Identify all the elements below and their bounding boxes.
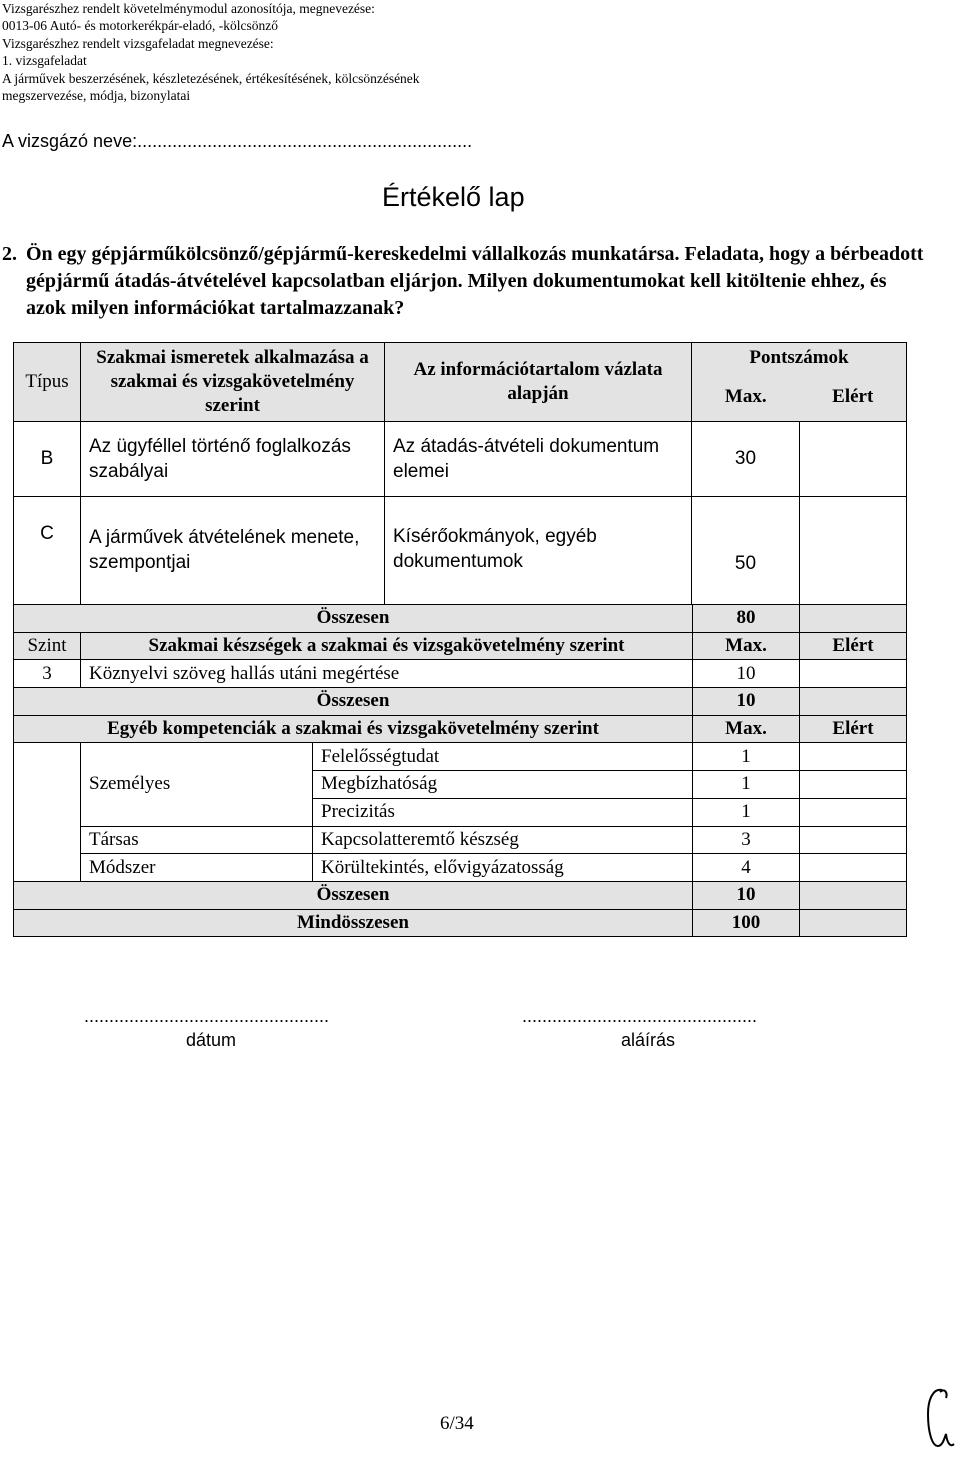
row-knowledge: A járművek átvételének menete, szempontjai xyxy=(81,497,385,631)
competence-achieved xyxy=(800,743,907,771)
header-level: Szint xyxy=(14,632,81,660)
header-line: A járművek beszerzésének, készletezésének, értékesítésének, kölcsönzésének xyxy=(2,70,420,86)
competence-max: 1 xyxy=(693,771,800,799)
skill-text: Köznyelvi szöveg hallás utáni megértése xyxy=(81,660,693,688)
skills-total: 10 xyxy=(693,688,800,716)
header-line: Vizsgarészhez rendelt vizsgafeladat megnevezése: xyxy=(2,35,274,51)
knowledge-total-label: Összesen xyxy=(14,605,693,633)
competence-max: 4 xyxy=(693,854,800,882)
header-points: Pontszámok xyxy=(692,343,907,374)
competence-achieved xyxy=(800,854,907,882)
header-skills: Szakmai készségek a szakmai és vizsgakövetelmény szerint xyxy=(81,632,693,660)
competence-total: 10 xyxy=(693,881,800,909)
signature-line: ............................................... xyxy=(522,1006,758,1026)
competence-group: Személyes xyxy=(81,743,313,826)
competence-achieved xyxy=(800,798,907,826)
row-max: 30 xyxy=(692,422,800,497)
page-title: Értékelő lap xyxy=(382,182,525,212)
date-label: dátum xyxy=(186,1030,237,1050)
competence-name: Felelősségtudat xyxy=(313,743,693,771)
header-line: Vizsgarészhez rendelt követelménymodul azonosítója, megnevezése: xyxy=(2,1,375,16)
skills-total-label: Összesen xyxy=(14,688,693,716)
competence-name: Körültekintés, elővigyázatosság xyxy=(313,854,693,882)
row-type: B xyxy=(14,422,81,497)
competence-group: Módszer xyxy=(81,854,313,882)
skills-evaluation-table xyxy=(13,604,907,937)
header-line: megszervezése, módja, bizonylatai xyxy=(2,88,191,104)
grand-total-label: Mindösszesen xyxy=(14,909,693,937)
task-text: Ön egy gépjárműkölcsönző/gépjármű-kereskedelmi vállalkozás munkatársa. Feladata, hogy a bérbeadott gépjármű átadás-átvételével kapcsolatban eljárjon. Milyen dokumentumokat kell kitöltenie ehhez, és azok milyen információkat tartalmazzanak? xyxy=(26,243,924,319)
grand-total: 100 xyxy=(693,909,800,937)
table-row xyxy=(14,660,907,688)
handwritten-initial-icon xyxy=(920,1384,956,1454)
row-type: C xyxy=(14,497,81,631)
table-row xyxy=(14,909,907,937)
page-number: 6/34 xyxy=(440,1413,474,1434)
header-max: Max. xyxy=(693,632,800,660)
skill-max: 10 xyxy=(693,660,800,688)
task-number: 2. xyxy=(2,243,17,265)
competence-total-label: Összesen xyxy=(14,881,693,909)
table-row xyxy=(14,632,907,660)
knowledge-total: 80 xyxy=(693,605,800,633)
row-info: Kísérőokmányok, egyéb dokumentumok xyxy=(385,497,692,631)
table-row xyxy=(14,422,907,497)
competence-max: 1 xyxy=(693,743,800,771)
table-row xyxy=(14,881,907,909)
row-max: 50 xyxy=(692,497,800,631)
signature-label: aláírás xyxy=(621,1030,676,1050)
document-header xyxy=(2,0,420,104)
table-row xyxy=(14,715,907,743)
competence-name: Precizitás xyxy=(313,798,693,826)
skill-achieved xyxy=(800,660,907,688)
header-competences: Egyéb kompetenciák a szakmai és vizsgakövetelmény szerint xyxy=(14,715,693,743)
row-knowledge: Az ügyféllel történő foglalkozás szabályai xyxy=(81,422,385,497)
table-row xyxy=(14,854,907,882)
table-row xyxy=(14,743,907,771)
task-description xyxy=(2,241,926,322)
header-type: Típus xyxy=(14,343,81,422)
date-line: ................................................. xyxy=(84,1006,330,1026)
header-line: 0013-06 Autó- és motorkerékpár-eladó, -kölcsönző xyxy=(2,18,279,34)
knowledge-evaluation-table xyxy=(13,342,907,631)
header-knowledge: Szakmai ismeretek alkalmazása a szakmai és vizsgakövetelmény szerint xyxy=(81,343,385,422)
competence-achieved xyxy=(800,826,907,854)
header-achieved: Elért xyxy=(800,632,907,660)
header-info: Az információtartalom vázlata alapján xyxy=(385,343,692,422)
table-row xyxy=(14,826,907,854)
row-info: Az átadás-átvételi dokumentum elemei xyxy=(385,422,692,497)
header-line: 1. vizsgafeladat xyxy=(2,53,87,69)
competence-achieved xyxy=(800,771,907,799)
competence-name: Megbízhatóság xyxy=(313,771,693,799)
examinee-name-field: A vizsgázó neve:................................................................... xyxy=(2,131,473,151)
header-achieved: Elért xyxy=(800,715,907,743)
header-max: Max. xyxy=(692,374,800,422)
competence-max: 3 xyxy=(693,826,800,854)
skill-level: 3 xyxy=(14,660,81,688)
competence-name: Kapcsolatteremtő készség xyxy=(313,826,693,854)
competence-max: 1 xyxy=(693,798,800,826)
competence-group: Társas xyxy=(81,826,313,854)
row-achieved xyxy=(800,422,907,497)
table-row xyxy=(14,605,907,633)
table-row xyxy=(14,688,907,716)
header-max: Max. xyxy=(693,715,800,743)
header-achieved: Elért xyxy=(800,374,907,422)
